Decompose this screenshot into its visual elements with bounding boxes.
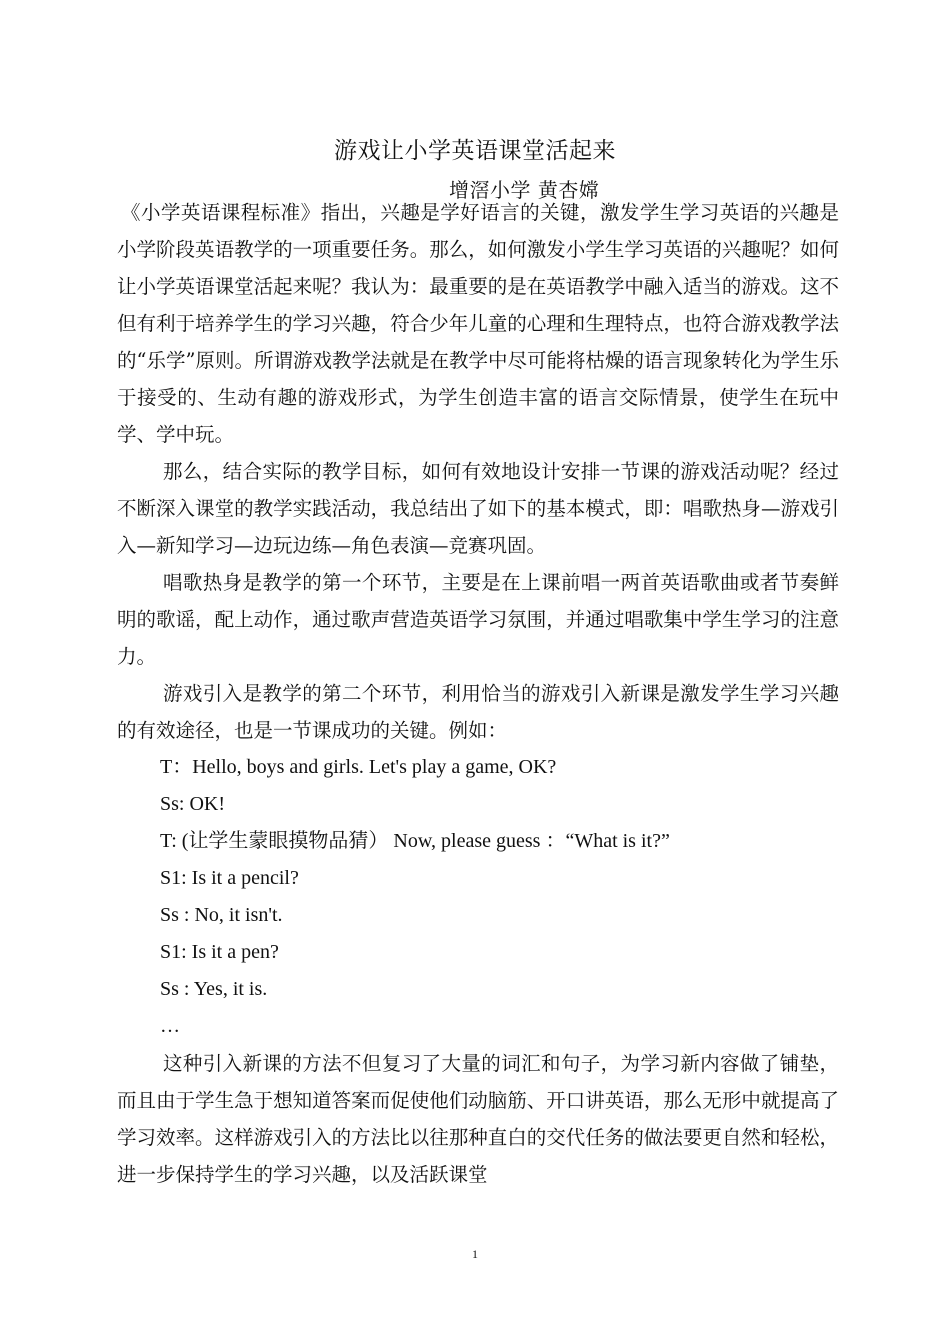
document-title: 游戏让小学英语课堂活起来 [334,138,616,164]
paragraph: 游戏引入是教学的第二个环节，利用恰当的游戏引入新课是激发学生学习兴趣的有效途径，也是一节课成功的关键。例如： [117,682,839,742]
paragraph: 唱歌热身是教学的第一个环节，主要是在上课前唱一两首英语歌曲或者节奏鲜明的歌谣，配上动作，通过歌声营造英语学习氛围，并通过唱歌集中学生学习的注意力。 [117,571,839,668]
dialogue-ellipsis: … [160,1015,180,1037]
dialogue-line: T：Hello, boys and girls. Let's play a game, OK? [160,756,557,778]
paragraph: 那么，结合实际的教学目标，如何有效地设计安排一节课的游戏活动呢？经过不断深入课堂的教学实践活动，我总结出了如下的基本模式，即：唱歌热身—游戏引入—新知学习—边玩边练—角色表演—竞赛巩固。 [117,460,839,557]
document-body [117,194,839,1193]
dialogue-line: S1: Is it a pencil? [160,867,299,889]
dialogue-line: Ss : Yes, it is. [160,978,268,1000]
dialogue-line: Ss: OK! [160,793,226,815]
author-line: 增滘小学 黄杏嫦 [449,178,600,202]
paragraph: 这种引入新课的方法不但复习了大量的词汇和句子，为学习新内容做了铺垫，而且由于学生急于想知道答案而促使他们动脑筋、开口讲英语，那么无形中就提高了学习效率。这样游戏引入的方法比以往那种直白的交代任务的做法要更自然和轻松，进一步保持学生的学习兴趣，以及活跃课堂 [117,1052,839,1186]
paragraph: 《小学英语课程标准》指出，兴趣是学好语言的关键，激发学生学习英语的兴趣是小学阶段英语教学的一项重要任务。那么，如何激发小学生学习英语的兴趣呢？如何让小学英语课堂活起来呢？我认为：最重要的是在英语教学中融入适当的游戏。这不但有利于培养学生的学习兴趣，符合少年儿童的心理和生理特点，也符合游戏教学法的“乐学”原则。所谓游戏教学法就是在教学中尽可能将枯燥的语言现象转化为学生乐于接受的、生动有趣的游戏形式，为学生创造丰富的语言交际情景，使学生在玩中学、学中玩。 [117,201,839,446]
dialogue-line: Ss : No, it isn't. [160,904,283,926]
dialogue-line: S1: Is it a pen? [160,941,279,963]
page-number: 1 [472,1247,478,1261]
dialogue-line: T: (让学生蒙眼摸物品猜） Now, please guess ：“What is it?” [160,830,670,852]
